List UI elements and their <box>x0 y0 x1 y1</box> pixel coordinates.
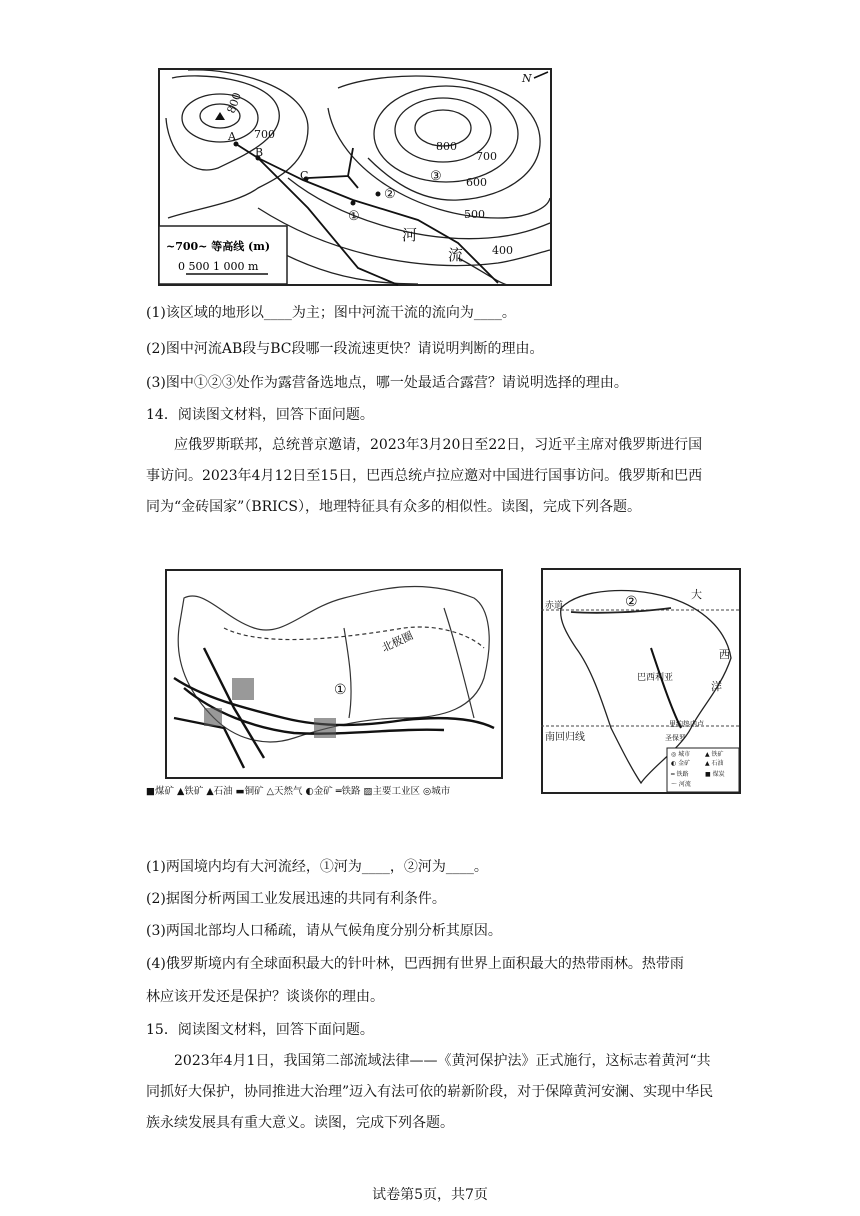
q14-1: (1)两国境内均有大河流经，①河为____，②河为____。 <box>146 859 488 875</box>
q13-2: (2)图中河流AB段与BC段哪一段流速更快？请说明判断的理由。 <box>146 341 544 357</box>
city-label: 圣保罗 <box>665 734 686 742</box>
brazil-legend-item: ■ 煤炭 <box>705 771 725 778</box>
brazil-legend-item: ▲ 铁矿 <box>705 751 724 758</box>
city-label: 巴西利亚 <box>637 673 674 683</box>
contour-label: 400 <box>492 244 513 257</box>
page-footer: 试卷第5页，共7页 <box>372 1187 488 1203</box>
q14-paragraph: 应俄罗斯联邦，总统普京邀请，2023年3月20日至22日，习近平主席对俄罗斯进行国事访问。2023年4月12日至15日，巴西总统卢拉应邀对中国进行国事访问。俄罗斯和巴西同为“金砖国家”（BRICS），地理特征具有众多的相似性。读图，完成下列各题。 <box>146 437 703 515</box>
ocean-char: 西 <box>719 648 730 661</box>
russia-map <box>144 568 528 800</box>
ocean-char: 大 <box>691 588 702 601</box>
q14-3: (3)两国北部均人口稀疏，请从气候角度分别分析其原因。 <box>146 923 502 939</box>
q15-paragraph: 2023年4月1日，我国第二部流域法律——《黄河保护法》正式施行，这标志着黄河“共同抓好大保护，协同推进大治理”迈入有法可依的崭新阶段，对于保障黄河安澜、实现中华民族永续发展具有重大意义。读图，完成下列各题。 <box>146 1053 714 1131</box>
q13-1: (1)该区域的地形以____为主；图中河流干流的流向为____。 <box>146 305 516 321</box>
tropic-label: 南回归线 <box>545 732 585 743</box>
brazil-legend-item: ～ 河流 <box>671 781 691 788</box>
ocean-char: 洋 <box>711 680 722 693</box>
brazil-legend-item: ▲ 石油 <box>705 760 724 767</box>
brazil-legend-item: ◎ 城市 <box>671 751 691 758</box>
city-label: 里约热内卢 <box>669 720 704 728</box>
q14-4b: 林应该开发还是保护？谈谈你的理由。 <box>146 989 384 1005</box>
contour-label: 700 <box>476 150 497 163</box>
point-label: ① <box>348 209 360 224</box>
contour-label: 700 <box>254 128 275 141</box>
river-1-label: ① <box>334 682 347 698</box>
q15-head: 15．阅读图文材料，回答下面问题。 <box>146 1022 374 1038</box>
q14-2: (2)据图分析两国工业发展迅速的共同有利条件。 <box>146 891 446 907</box>
point-label: C <box>300 169 309 182</box>
q13-3: (3)图中①②③处作为露营备选地点，哪一处最适合露营？请说明选择的理由。 <box>146 375 628 391</box>
q14-head: 14．阅读图文材料，回答下面问题。 <box>146 407 374 423</box>
legend-contour: ~700~ 等高线 (m) <box>166 240 271 253</box>
arctic-circle-label: 北极圈 <box>379 628 416 655</box>
russia-legend: ■煤矿 ▲铁矿 ▲石油 ▬铜矿 △天然气 ◐金矿 ═铁路 ▨主要工业区 ◎城市 <box>146 786 451 797</box>
q14-4a: (4)俄罗斯境内有全球面积最大的针叶林，巴西拥有世界上面积最大的热带雨林。热带雨 <box>146 956 684 972</box>
brazil-legend-item: ◐ 金矿 <box>671 760 691 767</box>
brazil-legend-item: ═ 铁路 <box>671 771 689 778</box>
river-char: 流 <box>448 246 464 264</box>
contour-label: 500 <box>464 208 485 221</box>
river-2-label: ② <box>625 594 638 610</box>
point-label: ③ <box>430 169 442 184</box>
contour-label: 600 <box>466 176 487 189</box>
point-label: ② <box>384 187 396 202</box>
brazil-map <box>541 568 741 794</box>
contour-label: 800 <box>224 90 245 116</box>
equator-label: 赤道 <box>545 601 564 611</box>
point-label: A <box>228 130 236 143</box>
scale-text: 0 500 1 000 m <box>178 260 259 273</box>
river-char: 河 <box>402 226 418 244</box>
contour-map <box>158 68 552 286</box>
point-label: B <box>255 146 264 159</box>
contour-label: 800 <box>436 140 457 153</box>
north-label: N <box>522 72 532 85</box>
